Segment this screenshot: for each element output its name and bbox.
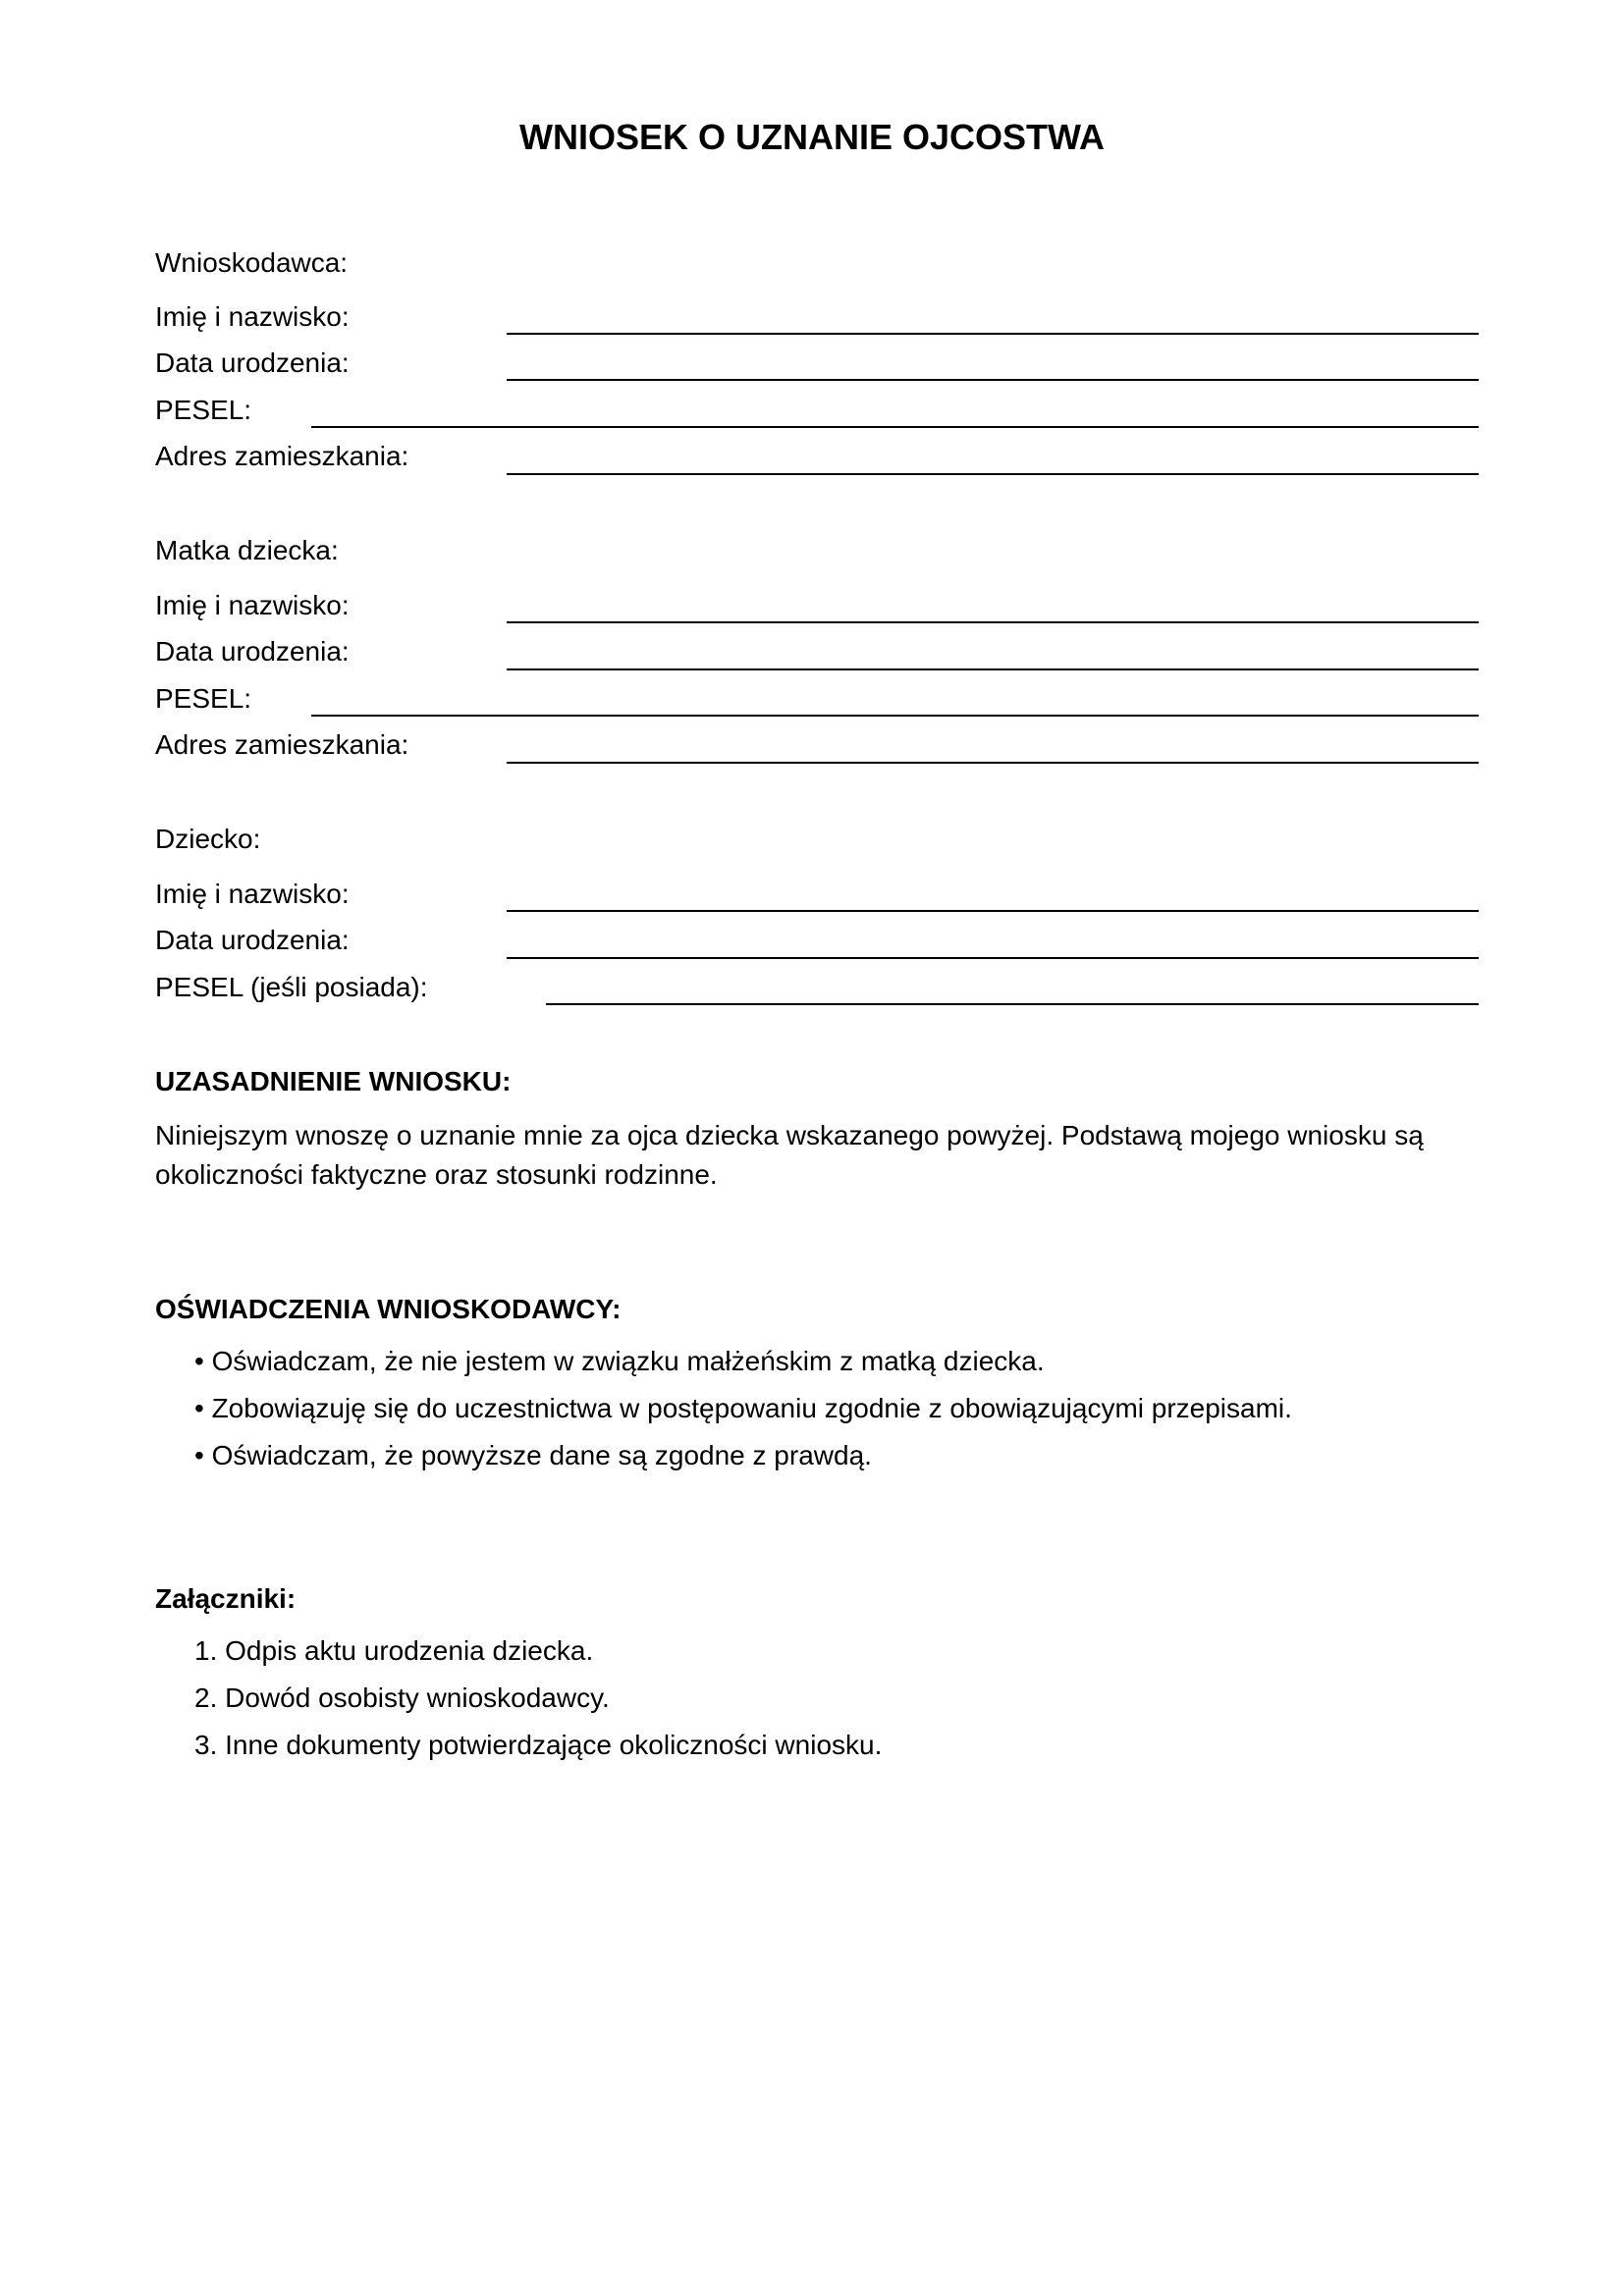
declaration-item: • Oświadczam, że nie jestem w związku małżeńskim z matką dziecka. [194, 1346, 1045, 1376]
mother-pesel-label: PESEL: [155, 683, 252, 714]
child-heading: Dziecko: [155, 824, 261, 854]
attachment-item: 3. Inne dokumenty potwierdzające okoliczności wniosku. [194, 1730, 883, 1760]
declaration-item: • Zobowiązuję się do uczestnictwa w postępowaniu zgodnie z obowiązującymi przepisami. [194, 1393, 1292, 1423]
declaration-item: • Oświadczam, że powyższe dane są zgodne z prawdą. [194, 1440, 872, 1470]
declarations-heading: OŚWIADCZENIA WNIOSKODAWCY: [155, 1294, 622, 1324]
attachment-item: 2. Dowód osobisty wnioskodawcy. [194, 1682, 610, 1713]
child-name-field[interactable] [507, 910, 1479, 912]
child-birthdate-label: Data urodzenia: [155, 925, 350, 955]
child-birthdate-field[interactable] [507, 957, 1479, 959]
applicant-birthdate-field[interactable] [507, 379, 1479, 381]
applicant-address-field[interactable] [507, 473, 1479, 475]
mother-address-label: Adres zamieszkania: [155, 729, 409, 760]
document-title: WNIOSEK O UZNANIE OJCOSTWA [518, 117, 1106, 157]
mother-heading: Matka dziecka: [155, 535, 339, 565]
attachment-item: 1. Odpis aktu urodzenia dziecka. [194, 1635, 594, 1666]
applicant-pesel-label: PESEL: [155, 395, 252, 425]
mother-address-field[interactable] [507, 762, 1479, 764]
applicant-address-label: Adres zamieszkania: [155, 441, 409, 471]
justification-text: Niniejszym wnoszę o uznanie mnie za ojca dziecka wskazanego powyżej. Podstawą mojego wniosku są okoliczności faktyczne oraz stosunki rodzinne. [155, 1120, 1424, 1190]
applicant-name-label: Imię i nazwisko: [155, 301, 350, 332]
applicant-name-field[interactable] [507, 333, 1479, 335]
justification-heading: UZASADNIENIE WNIOSKU: [155, 1066, 512, 1096]
child-name-label: Imię i nazwisko: [155, 879, 350, 909]
mother-name-field[interactable] [507, 621, 1479, 623]
mother-birthdate-label: Data urodzenia: [155, 636, 350, 667]
applicant-pesel-field[interactable] [311, 426, 1479, 428]
attachments-heading: Załączniki: [155, 1583, 297, 1614]
mother-birthdate-field[interactable] [507, 668, 1479, 670]
mother-name-label: Imię i nazwisko: [155, 590, 350, 620]
mother-pesel-field[interactable] [311, 715, 1479, 717]
child-pesel-label: PESEL (jeśli posiada): [155, 972, 428, 1002]
child-pesel-field[interactable] [546, 1003, 1479, 1005]
applicant-heading: Wnioskodawca: [155, 247, 349, 278]
applicant-birthdate-label: Data urodzenia: [155, 347, 350, 378]
